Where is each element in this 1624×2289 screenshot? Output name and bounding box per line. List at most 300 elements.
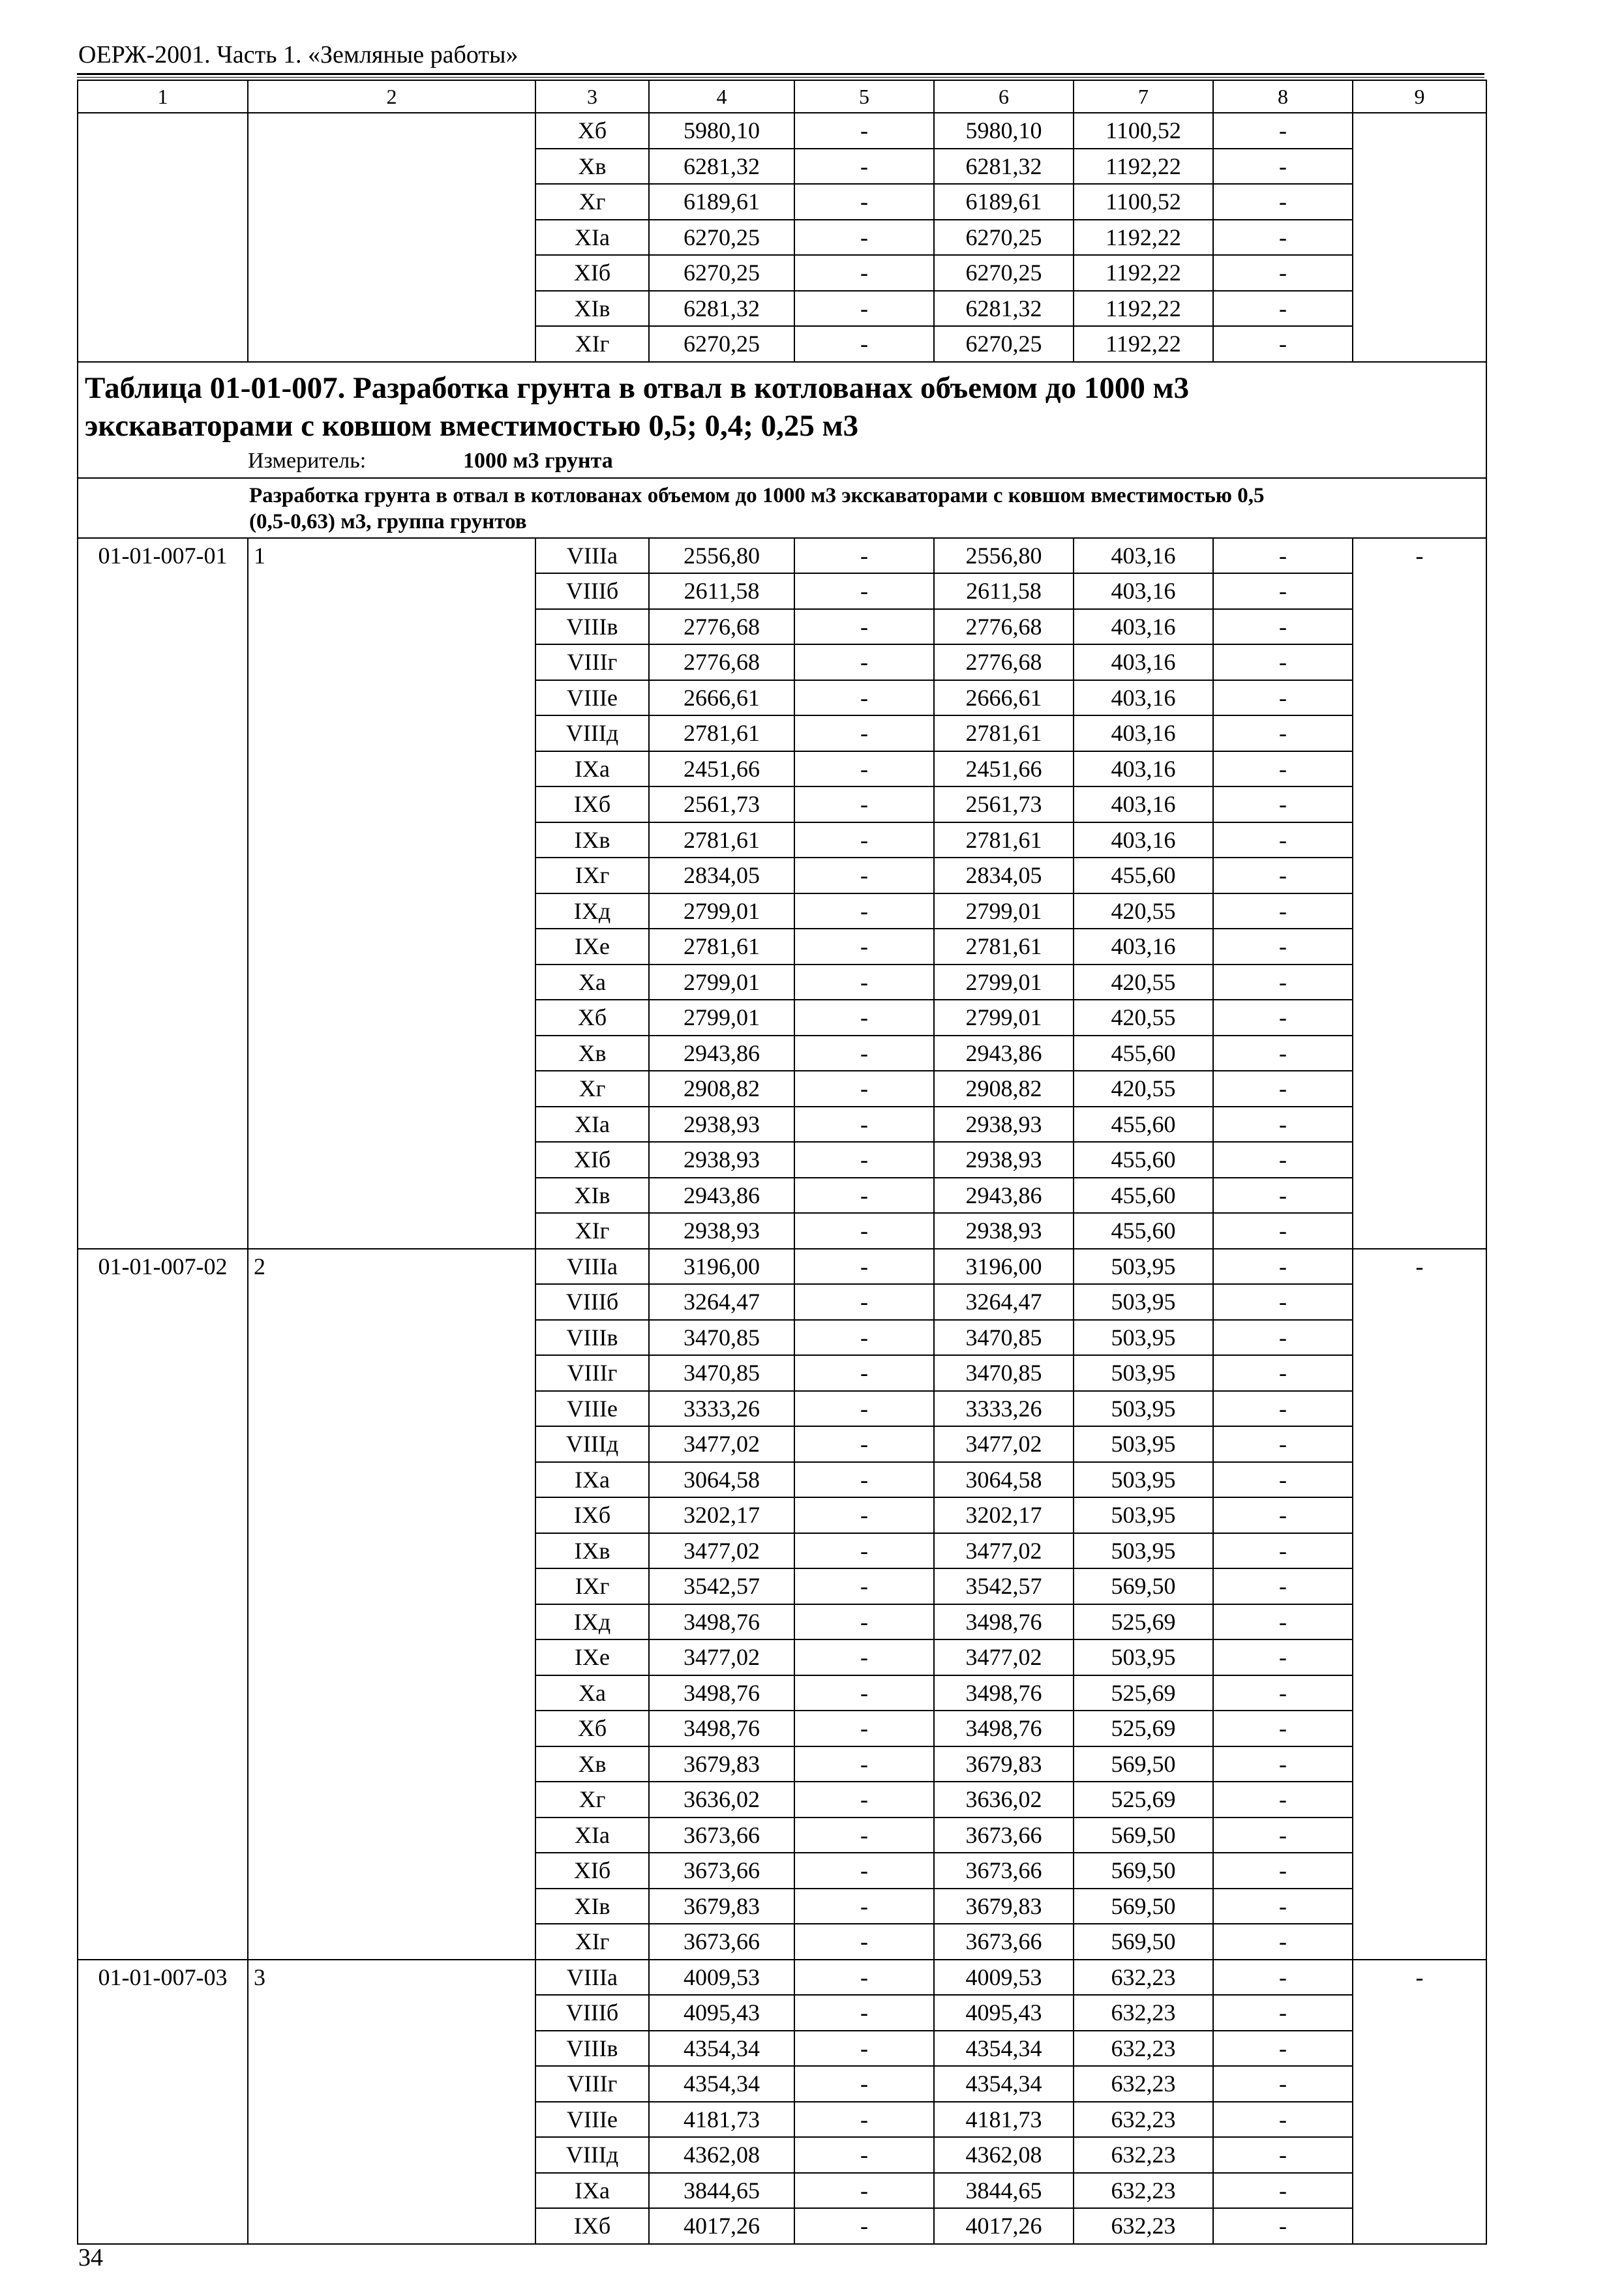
value-cell: Xа <box>535 1675 649 1711</box>
value-cell: 3333,26 <box>649 1391 794 1427</box>
value-cell: 525,69 <box>1074 1604 1213 1640</box>
column-number-cell: 6 <box>934 80 1074 113</box>
value-cell: - <box>794 1071 934 1107</box>
value-cell: VIIIа <box>535 1249 649 1285</box>
number-cell <box>248 291 535 327</box>
table-row <box>78 113 1486 149</box>
table-row <box>78 184 1486 220</box>
value-cell: 403,16 <box>1074 822 1213 858</box>
value-cell: - <box>1213 2137 1353 2173</box>
value-cell: - <box>794 680 934 716</box>
number-cell <box>248 220 535 256</box>
value-cell: 3844,65 <box>934 2173 1074 2209</box>
code-cell: 01-01-007-01 <box>78 538 248 574</box>
col9-cell <box>1353 1178 1486 1214</box>
value-cell: - <box>794 1960 934 1996</box>
number-cell <box>248 609 535 645</box>
col9-cell <box>1353 1391 1486 1427</box>
col9-cell <box>1353 255 1486 291</box>
value-cell: 420,55 <box>1074 1000 1213 1036</box>
table-row <box>78 149 1486 185</box>
value-cell: Xв <box>535 149 649 185</box>
value-cell: 3470,85 <box>649 1320 794 1356</box>
value-cell: - <box>794 1675 934 1711</box>
code-cell <box>78 184 248 220</box>
value-cell: VIIIб <box>535 573 649 609</box>
value-cell: XIб <box>535 255 649 291</box>
col9-cell <box>1353 113 1486 149</box>
value-cell: IXб <box>535 786 649 822</box>
value-cell: VIIIд <box>535 715 649 751</box>
code-cell <box>78 326 248 362</box>
value-cell: 3498,76 <box>649 1711 794 1746</box>
value-cell: - <box>1213 786 1353 822</box>
table-row <box>78 1497 1486 1533</box>
number-cell <box>248 1355 535 1391</box>
value-cell: 4362,08 <box>934 2137 1074 2173</box>
page-header: ОЕРЖ-2001. Часть 1. «Земляные работы» <box>78 41 519 68</box>
value-cell: IXа <box>535 751 649 787</box>
value-cell: - <box>794 1142 934 1178</box>
table-row <box>78 255 1486 291</box>
table-row <box>78 1746 1486 1782</box>
value-cell: XIг <box>535 1213 649 1249</box>
value-cell: 2799,01 <box>649 965 794 1000</box>
value-cell: 2938,93 <box>649 1213 794 1249</box>
value-cell: 3196,00 <box>649 1249 794 1285</box>
number-cell <box>248 1782 535 1818</box>
value-cell: 3679,83 <box>934 1746 1074 1782</box>
code-cell <box>78 1284 248 1320</box>
col9-cell <box>1353 2031 1486 2067</box>
value-cell: - <box>794 893 934 929</box>
value-cell: 4009,53 <box>934 1960 1074 1996</box>
number-cell <box>248 1711 535 1746</box>
value-cell: 2781,61 <box>934 715 1074 751</box>
number-cell <box>248 929 535 965</box>
value-cell: VIIIе <box>535 680 649 716</box>
value-cell: 503,95 <box>1074 1391 1213 1427</box>
value-cell: - <box>1213 929 1353 965</box>
meter-value: 1000 м3 грунта <box>463 448 613 473</box>
table-row <box>78 1249 1486 1285</box>
value-cell: - <box>1213 291 1353 327</box>
code-cell <box>78 573 248 609</box>
value-cell: - <box>1213 1178 1353 1214</box>
code-cell <box>78 1391 248 1427</box>
code-cell <box>78 2031 248 2067</box>
value-cell: - <box>794 2173 934 2209</box>
value-cell: IXе <box>535 1639 649 1675</box>
code-cell <box>78 1178 248 1214</box>
number-cell <box>248 113 535 149</box>
value-cell: 3679,83 <box>649 1889 794 1924</box>
number-cell <box>248 858 535 893</box>
code-cell <box>78 1036 248 1071</box>
col9-cell <box>1353 1675 1486 1711</box>
value-cell: 632,23 <box>1074 2102 1213 2138</box>
table-row <box>78 822 1486 858</box>
value-cell: - <box>1213 1995 1353 2031</box>
number-cell <box>248 573 535 609</box>
col9-cell <box>1353 1213 1486 1249</box>
value-cell: 632,23 <box>1074 2208 1213 2244</box>
value-cell: 4354,34 <box>649 2031 794 2067</box>
value-cell: - <box>1213 184 1353 220</box>
value-cell: XIа <box>535 220 649 256</box>
table-row <box>78 1924 1486 1960</box>
value-cell: - <box>1213 1320 1353 1356</box>
value-cell: 455,60 <box>1074 1142 1213 1178</box>
value-cell: 3636,02 <box>934 1782 1074 1818</box>
value-cell: 455,60 <box>1074 1178 1213 1214</box>
value-cell: 6281,32 <box>649 291 794 327</box>
value-cell: - <box>794 1853 934 1889</box>
code-cell <box>78 644 248 680</box>
value-cell: - <box>1213 1711 1353 1746</box>
number-cell <box>248 644 535 680</box>
value-cell: 403,16 <box>1074 609 1213 645</box>
value-cell: - <box>794 751 934 787</box>
value-cell: 569,50 <box>1074 1889 1213 1924</box>
table-row <box>78 929 1486 965</box>
value-cell: 403,16 <box>1074 715 1213 751</box>
value-cell: 1192,22 <box>1074 291 1213 327</box>
value-cell: - <box>794 1639 934 1675</box>
col9-cell <box>1353 822 1486 858</box>
value-cell: 632,23 <box>1074 2066 1213 2102</box>
value-cell: - <box>794 326 934 362</box>
value-cell: VIIIв <box>535 1320 649 1356</box>
value-cell: VIIIе <box>535 1391 649 1427</box>
number-cell <box>248 1889 535 1924</box>
code-cell <box>78 1711 248 1746</box>
value-cell: - <box>794 1391 934 1427</box>
value-cell: 4095,43 <box>934 1995 1074 2031</box>
table-row <box>78 326 1486 362</box>
code-cell <box>78 965 248 1000</box>
value-cell: XIа <box>535 1818 649 1853</box>
table-row <box>78 1533 1486 1569</box>
value-cell: - <box>1213 2102 1353 2138</box>
value-cell: 3470,85 <box>649 1355 794 1391</box>
value-cell: 2781,61 <box>649 929 794 965</box>
value-cell: - <box>794 1284 934 1320</box>
value-cell: 4362,08 <box>649 2137 794 2173</box>
header-rule <box>77 73 1484 78</box>
code-cell <box>78 1000 248 1036</box>
col9-cell <box>1353 1000 1486 1036</box>
code-cell <box>78 1107 248 1143</box>
table-row <box>78 2137 1486 2173</box>
value-cell: 403,16 <box>1074 644 1213 680</box>
value-cell: - <box>794 1355 934 1391</box>
value-cell: 503,95 <box>1074 1533 1213 1569</box>
number-cell <box>248 1462 535 1498</box>
value-cell: Xб <box>535 1711 649 1746</box>
table-row <box>78 858 1486 893</box>
value-cell: 3673,66 <box>934 1924 1074 1960</box>
value-cell: - <box>1213 2208 1353 2244</box>
number-cell <box>248 1604 535 1640</box>
value-cell: 420,55 <box>1074 1071 1213 1107</box>
value-cell: 2938,93 <box>649 1142 794 1178</box>
table-row <box>78 2102 1486 2138</box>
value-cell: - <box>1213 644 1353 680</box>
table-row <box>78 680 1486 716</box>
value-cell: - <box>794 2066 934 2102</box>
value-cell: Xб <box>535 1000 649 1036</box>
code-cell <box>78 1924 248 1960</box>
number-cell <box>248 1320 535 1356</box>
value-cell: 403,16 <box>1074 786 1213 822</box>
value-cell: - <box>1213 1853 1353 1889</box>
value-cell: IXб <box>535 2208 649 2244</box>
value-cell: - <box>794 1782 934 1818</box>
value-cell: 1100,52 <box>1074 113 1213 149</box>
value-cell: 3477,02 <box>934 1639 1074 1675</box>
value-cell: - <box>1213 1426 1353 1462</box>
value-cell: XIа <box>535 1107 649 1143</box>
value-cell: - <box>1213 1462 1353 1498</box>
column-number-cell: 1 <box>78 80 248 113</box>
value-cell: 1192,22 <box>1074 255 1213 291</box>
col9-cell <box>1353 2208 1486 2244</box>
value-cell: - <box>1213 1533 1353 1569</box>
value-cell: 2781,61 <box>934 822 1074 858</box>
value-cell: 3673,66 <box>934 1853 1074 1889</box>
code-cell <box>78 1426 248 1462</box>
value-cell: 4017,26 <box>649 2208 794 2244</box>
value-cell: 3673,66 <box>934 1818 1074 1853</box>
col9-cell <box>1353 1746 1486 1782</box>
value-cell: 2776,68 <box>934 644 1074 680</box>
col9-cell <box>1353 1533 1486 1569</box>
code-cell <box>78 1462 248 1498</box>
col9-cell <box>1353 1426 1486 1462</box>
table-title-cell <box>78 362 1486 478</box>
value-cell: Xг <box>535 1071 649 1107</box>
number-cell <box>248 1000 535 1036</box>
table-title-cont: экскаваторами с ковшом вместимостью 0,5; 0,4; 0,25 м3 <box>85 408 859 443</box>
column-number-cell: 2 <box>248 80 535 113</box>
value-cell: 2611,58 <box>649 573 794 609</box>
code-cell <box>78 893 248 929</box>
value-cell: - <box>1213 326 1353 362</box>
table-row <box>78 644 1486 680</box>
value-cell: - <box>794 822 934 858</box>
code-cell <box>78 751 248 787</box>
code-cell <box>78 680 248 716</box>
col9-cell <box>1353 1995 1486 2031</box>
table-row <box>78 1142 1486 1178</box>
table-row <box>78 1782 1486 1818</box>
value-cell: 2611,58 <box>934 573 1074 609</box>
value-cell: 3498,76 <box>934 1675 1074 1711</box>
value-cell: 569,50 <box>1074 1568 1213 1604</box>
value-cell: - <box>794 1746 934 1782</box>
value-cell: - <box>794 573 934 609</box>
value-cell: - <box>1213 1746 1353 1782</box>
table-row <box>78 1995 1486 2031</box>
number-cell <box>248 715 535 751</box>
value-cell: - <box>1213 1249 1353 1285</box>
col9-cell <box>1353 965 1486 1000</box>
value-cell: 3498,76 <box>649 1675 794 1711</box>
value-cell: 403,16 <box>1074 929 1213 965</box>
value-cell: XIб <box>535 1853 649 1889</box>
value-cell: 3202,17 <box>934 1497 1074 1533</box>
value-cell: - <box>794 538 934 574</box>
col9-cell <box>1353 1284 1486 1320</box>
number-cell <box>248 1533 535 1569</box>
value-cell: 3477,02 <box>649 1639 794 1675</box>
table-row <box>78 1000 1486 1036</box>
value-cell: - <box>1213 715 1353 751</box>
code-cell <box>78 1782 248 1818</box>
value-cell: - <box>1213 113 1353 149</box>
number-cell <box>248 1107 535 1143</box>
code-cell <box>78 822 248 858</box>
col9-cell <box>1353 291 1486 327</box>
value-cell: 6281,32 <box>649 149 794 185</box>
value-cell: 569,50 <box>1074 1746 1213 1782</box>
value-cell: - <box>1213 1782 1353 1818</box>
col9-cell: - <box>1353 538 1486 574</box>
value-cell: XIг <box>535 326 649 362</box>
code-cell <box>78 715 248 751</box>
value-cell: - <box>794 291 934 327</box>
value-cell: 632,23 <box>1074 2031 1213 2067</box>
value-cell: - <box>1213 2066 1353 2102</box>
value-cell: 403,16 <box>1074 751 1213 787</box>
table-row <box>78 2173 1486 2209</box>
value-cell: 3477,02 <box>649 1533 794 1569</box>
col9-cell <box>1353 1568 1486 1604</box>
value-cell: IXв <box>535 822 649 858</box>
value-cell: - <box>794 2208 934 2244</box>
col9-cell <box>1353 1355 1486 1391</box>
value-cell: - <box>794 149 934 185</box>
value-cell: 3477,02 <box>934 1426 1074 1462</box>
code-cell <box>78 1889 248 1924</box>
value-cell: 2943,86 <box>934 1036 1074 1071</box>
value-cell: - <box>794 1533 934 1569</box>
value-cell: XIб <box>535 1142 649 1178</box>
table-row <box>78 1889 1486 1924</box>
table-row <box>78 1639 1486 1675</box>
value-cell: 2799,01 <box>649 1000 794 1036</box>
value-cell: VIIIг <box>535 2066 649 2102</box>
number-cell <box>248 1853 535 1889</box>
value-cell: - <box>1213 149 1353 185</box>
number-cell <box>248 1036 535 1071</box>
column-number-cell: 7 <box>1074 80 1213 113</box>
number-cell <box>248 1284 535 1320</box>
value-cell: - <box>794 1213 934 1249</box>
code-cell <box>78 609 248 645</box>
value-cell: XIв <box>535 1178 649 1214</box>
code-cell <box>78 2173 248 2209</box>
value-cell: - <box>794 255 934 291</box>
value-cell: - <box>1213 1889 1353 1924</box>
code-cell <box>78 929 248 965</box>
code-cell <box>78 2066 248 2102</box>
value-cell: - <box>1213 858 1353 893</box>
table-row <box>78 1320 1486 1356</box>
value-cell: 4009,53 <box>649 1960 794 1996</box>
value-cell: VIIIг <box>535 644 649 680</box>
value-cell: - <box>1213 255 1353 291</box>
value-cell: - <box>1213 1036 1353 1071</box>
col9-cell <box>1353 644 1486 680</box>
value-cell: - <box>794 929 934 965</box>
value-cell: - <box>794 2102 934 2138</box>
section-heading: Разработка грунта в отвал в котлованах объемом до 1000 м3 экскаваторами с ковшом вместимостью 0,5 <box>249 483 1265 507</box>
value-cell: 2908,82 <box>934 1071 1074 1107</box>
col9-cell <box>1353 220 1486 256</box>
col9-cell <box>1353 1889 1486 1924</box>
col9-cell <box>1353 2137 1486 2173</box>
value-cell: - <box>794 1320 934 1356</box>
col9-cell <box>1353 786 1486 822</box>
value-cell: - <box>1213 220 1353 256</box>
value-cell: VIIIг <box>535 1355 649 1391</box>
col9-cell <box>1353 1320 1486 1356</box>
value-cell: - <box>794 113 934 149</box>
value-cell: 632,23 <box>1074 1960 1213 1996</box>
value-cell: 5980,10 <box>934 113 1074 149</box>
col9-cell <box>1353 1142 1486 1178</box>
value-cell: 3470,85 <box>934 1320 1074 1356</box>
value-cell: - <box>794 1924 934 1960</box>
value-cell: 3542,57 <box>649 1568 794 1604</box>
table-title: Таблица 01-01-007. Разработка грунта в отвал в котлованах объемом до 1000 м3 <box>85 370 1190 405</box>
value-cell: 4354,34 <box>649 2066 794 2102</box>
value-cell: 3673,66 <box>649 1818 794 1853</box>
col9-cell <box>1353 326 1486 362</box>
col9-cell <box>1353 1604 1486 1640</box>
table-row <box>78 2066 1486 2102</box>
value-cell: 4354,34 <box>934 2031 1074 2067</box>
value-cell: 4181,73 <box>649 2102 794 2138</box>
value-cell: 525,69 <box>1074 1675 1213 1711</box>
value-cell: 2561,73 <box>934 786 1074 822</box>
value-cell: - <box>794 715 934 751</box>
number-cell <box>248 1568 535 1604</box>
value-cell: - <box>1213 1142 1353 1178</box>
number-cell: 2 <box>248 1249 535 1285</box>
value-cell: - <box>1213 822 1353 858</box>
col9-cell <box>1353 1853 1486 1889</box>
table-row <box>78 1391 1486 1427</box>
value-cell: - <box>794 1889 934 1924</box>
code-cell <box>78 1142 248 1178</box>
col9-cell <box>1353 715 1486 751</box>
table-row <box>78 1036 1486 1071</box>
value-cell: 2781,61 <box>649 715 794 751</box>
table-row <box>78 1604 1486 1640</box>
col9-cell <box>1353 893 1486 929</box>
table-row <box>78 291 1486 327</box>
number-cell <box>248 1675 535 1711</box>
number-cell <box>248 1178 535 1214</box>
value-cell: IXе <box>535 929 649 965</box>
value-cell: - <box>794 1107 934 1143</box>
value-cell: 2943,86 <box>934 1178 1074 1214</box>
value-cell: VIIIв <box>535 2031 649 2067</box>
col9-cell <box>1353 1639 1486 1675</box>
